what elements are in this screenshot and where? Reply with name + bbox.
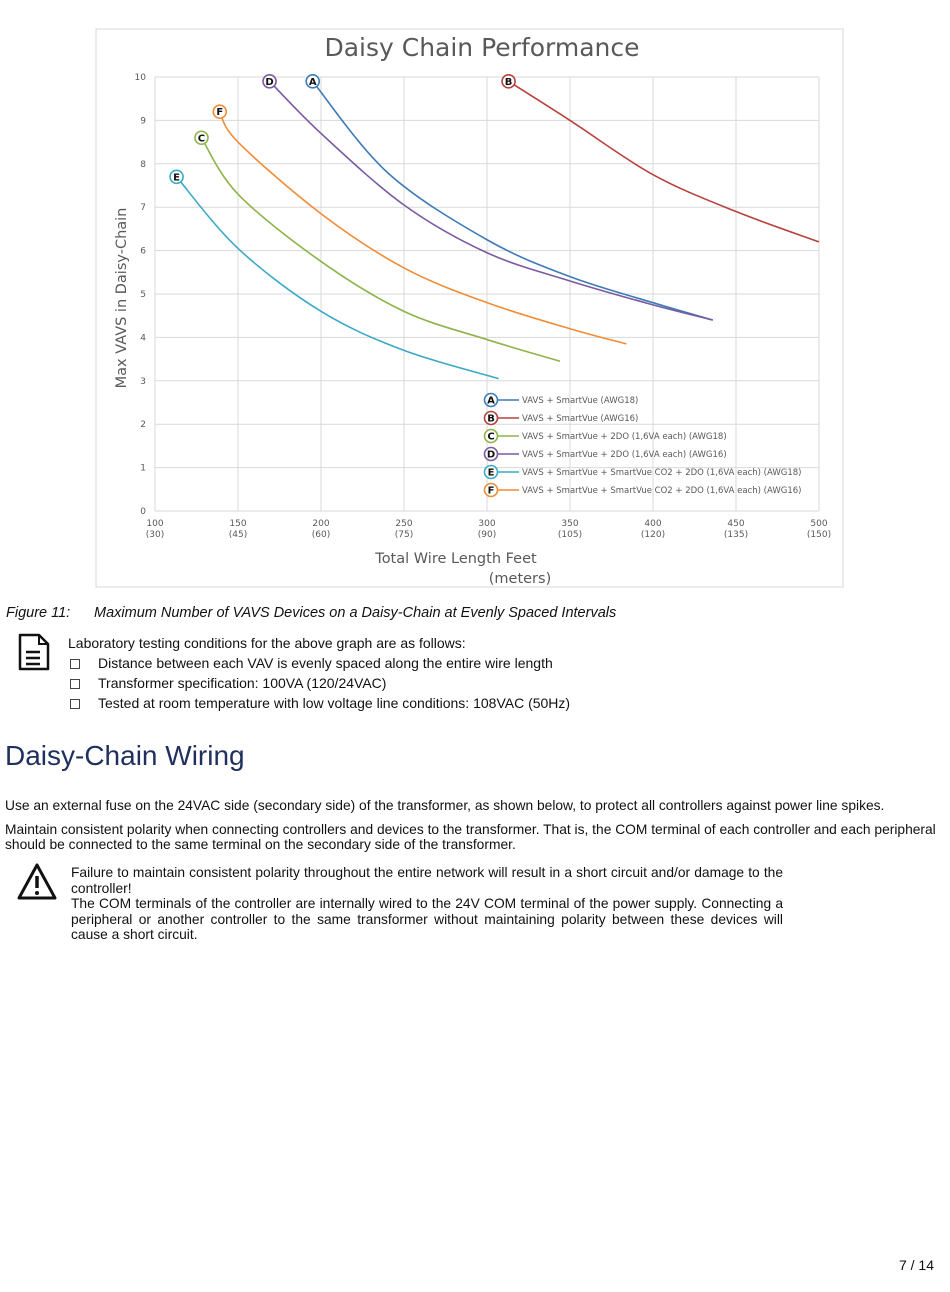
warning-text	[71, 865, 783, 943]
y-tick-label: 5	[140, 290, 146, 300]
legend-label: VAVS + SmartVue + SmartVue CO2 + 2DO (1,6VA each) (AWG16)	[522, 486, 802, 496]
chart-frame	[96, 29, 843, 587]
x-tick-sublabel: (90)	[477, 530, 497, 540]
svg-text:C: C	[487, 431, 495, 443]
x-tick-label: 100	[146, 519, 164, 529]
x-axis-label: Total Wire Length Feet	[375, 551, 537, 567]
x-tick-label: 450	[727, 519, 745, 529]
legend-marker-a	[485, 394, 498, 407]
x-tick-label: 400	[644, 519, 662, 529]
note-conditions-list	[68, 655, 570, 715]
x-tick-sublabel: (135)	[723, 530, 749, 540]
y-tick-label: 9	[140, 116, 146, 127]
svg-text:E: E	[173, 172, 181, 184]
svg-text:C: C	[197, 133, 206, 145]
warning-triangle-icon	[16, 862, 58, 902]
y-tick-label: 1	[140, 463, 146, 474]
legend-label: VAVS + SmartVue + 2DO (1,6VA each) (AWG16)	[522, 450, 727, 460]
y-tick-label: 7	[140, 203, 146, 214]
x-tick-sublabel: (45)	[228, 530, 248, 540]
checkbox-bullet	[70, 679, 80, 689]
x-tick-label: 250	[395, 519, 413, 529]
figure-number: Figure 11:	[6, 605, 71, 621]
list-item	[68, 695, 570, 715]
series-marker-a	[306, 75, 319, 88]
svg-text:B: B	[487, 413, 495, 425]
y-tick-label: 2	[140, 420, 146, 431]
x-axis-units-label: (meters)	[488, 571, 552, 587]
y-tick-label: 6	[140, 246, 146, 257]
series-marker-c	[195, 131, 208, 144]
series-marker-f	[213, 105, 226, 118]
list-item	[68, 655, 570, 675]
x-tick-label: 300	[478, 519, 496, 529]
warning-line-2: The COM terminals of the controller are internally wired to the 24V COM terminal of the power supply. Connecting a peripheral or another controller to the same transformer without maintaining polarity between these devices will cause a short circuit.	[71, 896, 783, 943]
legend-marker-c	[485, 430, 498, 443]
daisy-chain-performance-chart	[0, 0, 950, 600]
x-tick-sublabel: (75)	[394, 530, 414, 540]
legend-label: VAVS + SmartVue (AWG16)	[522, 414, 639, 424]
figure-caption-text: Maximum Number of VAVS Devices on a Daisy-Chain at Evenly Spaced Intervals	[94, 605, 617, 621]
x-tick-sublabel: (150)	[806, 530, 832, 540]
list-item-text: Transformer specification: 100VA (120/24VAC)	[98, 675, 387, 691]
svg-text:B: B	[504, 76, 513, 88]
x-tick-sublabel: (60)	[311, 530, 331, 540]
svg-text:D: D	[486, 449, 496, 461]
y-tick-label: 3	[140, 376, 146, 387]
legend-label: VAVS + SmartVue + 2DO (1,6VA each) (AWG18)	[522, 432, 727, 442]
checkbox-bullet	[70, 699, 80, 709]
section-heading: Daisy-Chain Wiring	[5, 740, 245, 771]
x-tick-label: 350	[561, 519, 579, 529]
y-tick-label: 8	[140, 159, 146, 170]
svg-text:A: A	[308, 76, 317, 88]
svg-text:D: D	[265, 76, 274, 88]
y-tick-label: 0	[140, 507, 146, 517]
svg-text:A: A	[487, 395, 495, 407]
legend-marker-b	[485, 412, 498, 425]
y-tick-label: 10	[134, 73, 146, 83]
y-axis-label: Max VAVS in Daisy-Chain	[114, 207, 130, 389]
series-marker-b	[502, 75, 515, 88]
note-intro: Laboratory testing conditions for the above graph are as follows:	[68, 635, 466, 651]
y-tick-label: 4	[140, 333, 146, 344]
list-item-text: Tested at room temperature with low voltage line conditions: 108VAC (50Hz)	[98, 695, 571, 711]
legend-marker-d	[485, 448, 498, 461]
legend-label: VAVS + SmartVue (AWG18)	[522, 396, 639, 406]
x-tick-label: 500	[810, 519, 828, 529]
svg-text:F: F	[216, 107, 224, 119]
svg-text:E: E	[487, 467, 495, 479]
x-tick-sublabel: (30)	[145, 530, 165, 540]
warning-line-1: Failure to maintain consistent polarity throughout the entire network will result in a short circuit and/or damage to the controller!	[71, 865, 783, 896]
checkbox-bullet	[70, 659, 80, 669]
series-marker-d	[263, 75, 276, 88]
series-marker-e	[170, 170, 183, 183]
x-tick-label: 200	[312, 519, 330, 529]
legend-marker-f	[485, 484, 498, 497]
x-tick-label: 150	[229, 519, 247, 529]
svg-text:F: F	[487, 485, 495, 497]
polarity-paragraph: Maintain consistent polarity when connecting controllers and devices to the transformer. That is, the COM terminal of each controller and each peripheral should be connected to the same terminal on the secondary side of the transformer.	[5, 822, 936, 852]
x-tick-sublabel: (105)	[557, 530, 583, 540]
list-item-text: Distance between each VAV is evenly spaced along the entire wire length	[98, 655, 553, 671]
legend-marker-e	[485, 466, 498, 479]
page-number: 7 / 14	[898, 1257, 934, 1273]
chart-title: Daisy Chain Performance	[324, 33, 640, 62]
list-item	[68, 675, 570, 695]
x-tick-sublabel: (120)	[640, 530, 666, 540]
figure-caption	[6, 605, 616, 621]
fuse-paragraph: Use an external fuse on the 24VAC side (secondary side) of the transformer, as shown below, to protect all controllers against power line spikes.	[5, 798, 885, 813]
legend-label: VAVS + SmartVue + SmartVue CO2 + 2DO (1,6VA each) (AWG18)	[522, 468, 802, 478]
document-note-icon	[18, 633, 50, 671]
